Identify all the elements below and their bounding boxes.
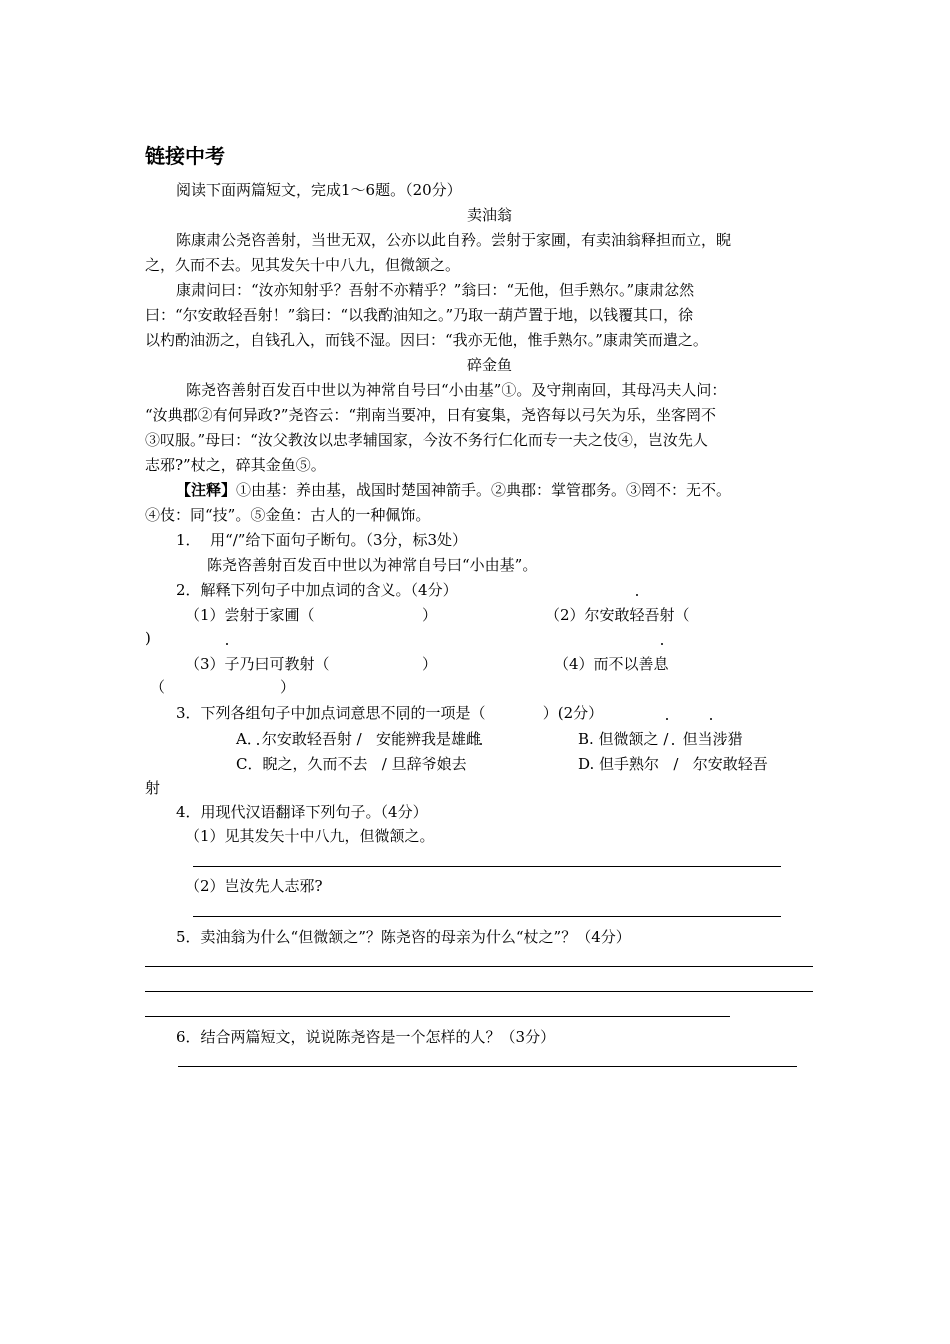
notes-tag: 【注释】 — [176, 481, 237, 499]
answer-line[interactable] — [145, 1016, 730, 1017]
q3-option-d-wrap: 射 — [145, 779, 161, 797]
q3-option-b: B. 但微颔之 / 但当涉猎 — [578, 730, 743, 748]
answer-line[interactable] — [178, 1066, 797, 1067]
answer-line[interactable] — [145, 991, 813, 992]
text1-line: 之，久而不去。见其发矢十中八九，但微颔之。 — [145, 256, 461, 274]
q4-item: （1）见其发矢十中八九，但微颔之。 — [185, 827, 435, 845]
q2-blank-open: （ — [150, 678, 166, 696]
q2-item: （4）而不以善息 — [554, 655, 669, 673]
q2-item: （3）子乃曰可教射（ — [185, 655, 330, 673]
text1-line: 康肃问曰：“汝亦知射乎？吾射不亦精乎？”翁曰：“无他，但手熟尔。”康肃忿然 — [176, 281, 695, 299]
q6-stem: 6．结合两篇短文，说说陈尧咨是一个怎样的人？（3分） — [176, 1028, 556, 1046]
q2-blank-close: ） — [280, 678, 296, 696]
q3-option-d: D. 但手熟尔 / 尔安敢轻吾 — [578, 755, 768, 773]
q5-stem: 5．卖油翁为什么“但微颔之”？陈尧咨的母亲为什么“杖之”？（4分） — [176, 928, 631, 946]
notes-line: ④伎：同“技”。⑤金鱼：古人的一种佩饰。 — [145, 506, 431, 524]
answer-line[interactable] — [145, 966, 813, 967]
q4-stem: 4．用现代汉语翻译下列句子。（4分） — [176, 803, 428, 821]
text1-line: 陈康肃公尧咨善射，当世无双，公亦以此自矜。尝射于家圃，有卖油翁释担而立，睨 — [176, 231, 732, 249]
text1-line: 曰：“尔安敢轻吾射！”翁曰：“以我酌油知之。”乃取一葫芦置于地，以钱覆其口，徐 — [145, 306, 694, 324]
q3-option-c: C．睨之，久而不去 / 旦辞爷娘去 — [236, 755, 467, 773]
q2-blank-close: ） — [422, 606, 438, 624]
q2-item: （2）尔安敢轻吾射（ — [545, 606, 690, 624]
q3-stem: 3．下列各组句子中加点词意思不同的一项是（ ）(2分） — [176, 704, 604, 722]
intro-text: 阅读下面两篇短文，完成1～6题。（20分） — [176, 181, 462, 199]
answer-line[interactable] — [193, 916, 781, 917]
notes-line — [176, 480, 731, 500]
q2-item: （1）尝射于家圃（ — [185, 606, 315, 624]
text1-title: 卖油翁 — [467, 206, 513, 224]
section-title: 链接中考 — [145, 144, 225, 168]
q3-option-a: A．尔安敢轻吾射 / 安能辨我是雄雌 — [236, 730, 481, 748]
q1-stem: 1． 用“/”给下面句子断句。（3分，标3处） — [176, 531, 468, 549]
answer-line[interactable] — [193, 866, 781, 867]
text2-line: ③叹服。”母曰：“汝父教汝以忠孝辅国家，今汝不务行仁化而专一夫之伎④，岂汝先人 — [145, 431, 708, 449]
text1-line: 以杓酌油沥之，自钱孔入，而钱不湿。因曰：“我亦无他，惟手熟尔。”康肃笑而遣之。 — [145, 331, 708, 349]
q4-item: （2）岂汝先人志邪? — [185, 877, 323, 895]
notes-text: ①由基：养由基，战国时楚国神箭手。②典郡：掌管郡务。③罔不：无不。 — [236, 481, 732, 499]
q1-sentence: 陈尧咨善射百发百中世以为神常自号曰“小由基”。 — [207, 556, 538, 574]
text2-title: 碎金鱼 — [467, 356, 513, 374]
q2-stem: 2．解释下列句子中加点词的含义。（4分） — [176, 581, 458, 599]
q2-blank-close: ） — [422, 655, 438, 673]
text2-line: 陈尧咨善射百发百中世以为神常自号曰“小由基”①。及守荆南回，其母冯夫人问： — [186, 381, 727, 399]
q2-blank-close: ) — [145, 629, 151, 647]
text2-line: 志邪?”杖之，碎其金鱼⑤。 — [145, 456, 326, 474]
text2-line: “汝典郡②有何异政?”尧咨云：“荆南当要冲，日有宴集，尧咨每以弓矢为乐，坐客罔不 — [145, 406, 717, 424]
